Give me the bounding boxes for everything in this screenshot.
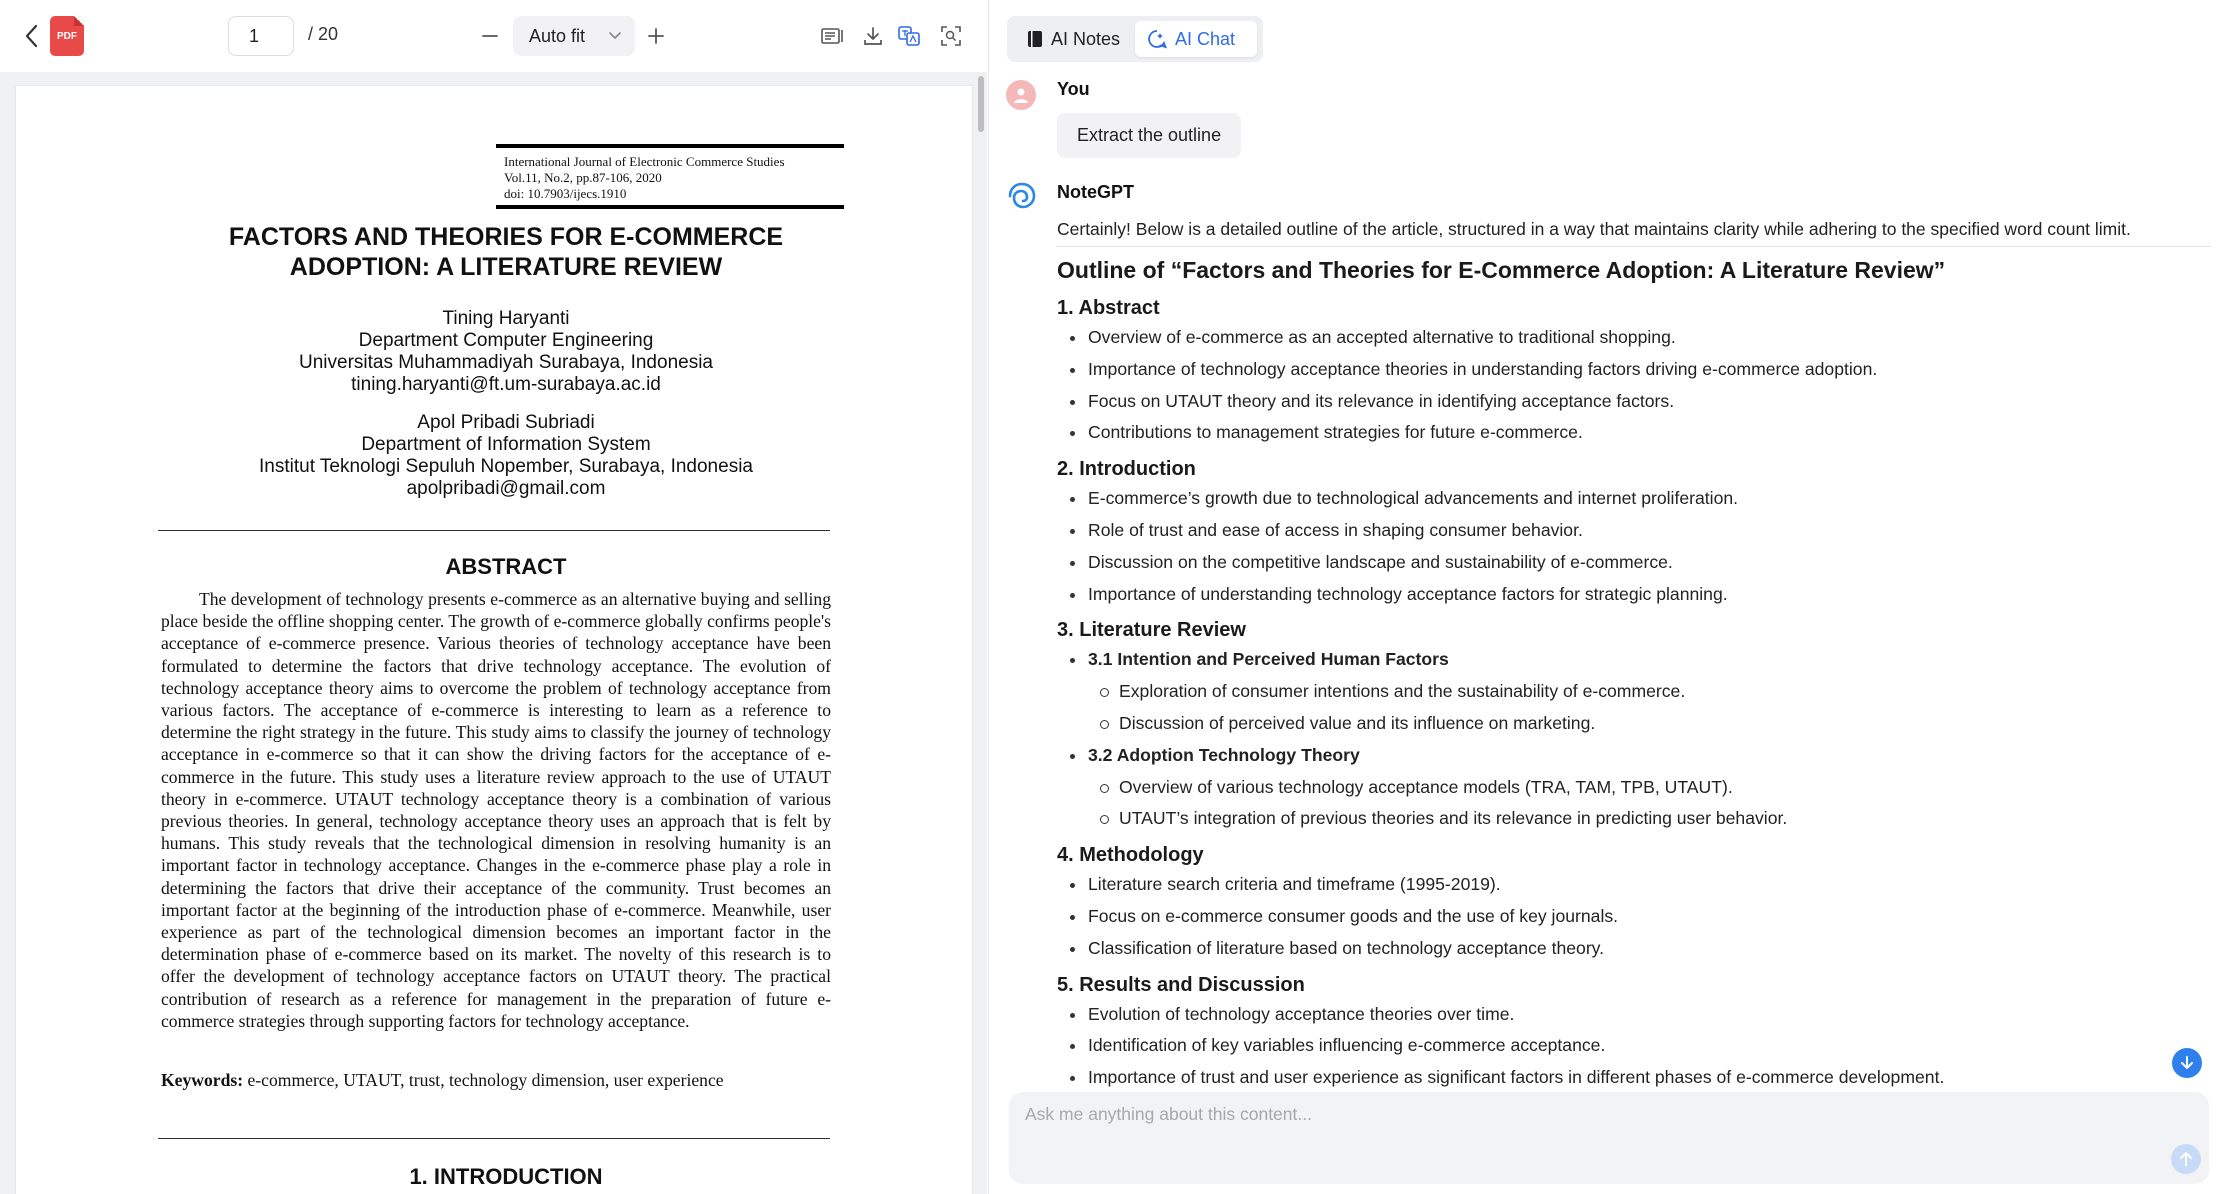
minus-icon [481, 27, 499, 45]
list-item: Identification of key variables influencing e-commerce acceptance. [1057, 1030, 2197, 1062]
page-total: / 20 [308, 24, 339, 44]
author-dept: Department Computer Engineering [358, 330, 654, 351]
ai-panel [988, 0, 2221, 1194]
abstract-body: The development of technology presents e-commerce as an alternative buying and selling place beside the offline shopping center. The growth of e-commerce globally confirms people's acceptance of e-commerce presence. Various theories of technology acceptance have been formulated to determine the factors that drive technology acceptance. The evolution of technology acceptance theory aims to overcome the problem of technology acceptance from various factors. The acceptance of e-commerce is interesting to learn as a reference to determine the right strategy in the future. This study aims to classify the journey of technology acceptance in e-commerce so that it can show the driving factors for the acceptance of e-commerce in the future. This study uses a literature review approach to the use of UTAUT theory in e-commerce. UTAUT technology acceptance theory is a combination of various previous theories. In general, technology acceptance theory uses an approach that is felt by humans. This study reveals that the technological dimension in resolving humanity is an important factor in technology acceptance. Changes in the e-commerce phase play a role in determining the factors that drive their acceptance of the community. Trust becomes an important factor at the beginning of the introduction phase of e-commerce. Meanwhile, user experience as part of the technological dimension becomes an important factor in the determination phase of e-commerce based on its market. The novelty of this research is to offer the development of technology acceptance factors on UTAUT theory. The practical contribution of research as a reference for management in the preparation of future e-commerce strategies through supporting factors for technology acceptance. [161, 589, 831, 1031]
author-inst: Institut Teknologi Sepuluh Nopember, Surabaya, Indonesia [259, 456, 753, 477]
paper-title [156, 222, 856, 282]
tab-label: AI Chat [1175, 28, 1236, 49]
pdf-file-icon [50, 16, 84, 56]
divider [158, 1138, 830, 1139]
user-message: Extract the outline [1057, 113, 1241, 158]
subsection-heading: 3.1 Intention and Perceived Human Factors [1057, 644, 2197, 676]
list-item: Role of trust and ease of access in shaping consumer behavior. [1057, 515, 2197, 547]
arrow-up-icon [2179, 1151, 2193, 1167]
author-name: Apol Pribadi Subriadi [417, 412, 595, 433]
list-item: Classification of literature based on technology acceptance theory. [1057, 933, 2197, 965]
list-item: E-commerce’s growth due to technological advancements and internet proliferation. [1057, 483, 2197, 515]
pdf-badge-label: PDF [57, 30, 77, 42]
author-dept: Department of Information System [361, 434, 651, 455]
user-icon [1012, 86, 1030, 104]
journal-line: Vol.11, No.2, pp.87-106, 2020 [504, 170, 662, 185]
chevron-down-icon [607, 27, 623, 43]
divider [158, 530, 830, 531]
tab-ai-notes[interactable] [1013, 21, 1133, 57]
list-item: Focus on e-commerce consumer goods and the use of key journals. [1057, 901, 2197, 933]
notebook-icon [1027, 30, 1043, 48]
sub-bullet-list [1057, 676, 2197, 740]
outline-content[interactable] [1057, 250, 2197, 1090]
author-email: tining.haryanti@ft.um-surabaya.ac.id [351, 374, 661, 395]
notegpt-logo-icon [1006, 180, 1038, 212]
reader-icon [820, 25, 846, 47]
zoom-value: Auto fit [529, 25, 586, 46]
author-name: Tining Haryanti [442, 308, 570, 329]
pdf-toolbar [0, 0, 987, 72]
page-number-input[interactable] [228, 16, 294, 56]
user-avatar [1006, 80, 1036, 110]
chevron-left-icon [24, 23, 40, 49]
zoom-select[interactable] [513, 16, 635, 56]
scroll-to-bottom-button[interactable] [2172, 1048, 2202, 1078]
back-button[interactable] [18, 20, 46, 52]
bot-name: NoteGPT [1057, 182, 1135, 202]
section-heading: 3. Literature Review [1057, 619, 1246, 642]
bullet-list [1057, 483, 2197, 610]
list-item: Importance of understanding technology acceptance factors for strategic planning. [1057, 579, 2197, 611]
introduction-heading: 1. INTRODUCTION [409, 1164, 603, 1189]
author-block-1 [156, 308, 856, 396]
list-item: Overview of various technology acceptance models (TRA, TAM, TPB, UTAUT). [1057, 772, 2197, 804]
list-item: Exploration of consumer intentions and the sustainability of e-commerce. [1057, 676, 2197, 708]
section-heading: 4. Methodology [1057, 844, 1204, 867]
author-inst: Universitas Muhammadiyah Surabaya, Indonesia [299, 352, 713, 373]
section-heading: 1. Abstract [1057, 297, 1160, 319]
translate-button[interactable] [894, 20, 924, 52]
plus-icon [647, 27, 665, 45]
list-item: UTAUT’s integration of previous theories and its relevance in predicting user behavior. [1057, 803, 2197, 835]
reader-mode-button[interactable] [818, 20, 848, 52]
scan-icon [940, 25, 962, 47]
subsection-heading: 3.2 Adoption Technology Theory [1057, 740, 2197, 772]
author-email: apolpribadi@gmail.com [406, 478, 606, 499]
paper-title-line: FACTORS AND THEORIES FOR E-COMMERCE [228, 223, 784, 251]
list-item: Importance of trust and user experience as significant factors in different phases of e-commerce development. [1057, 1062, 2197, 1090]
send-button[interactable] [2171, 1144, 2201, 1174]
bullet-list [1057, 740, 2197, 772]
zoom-in-button[interactable] [642, 20, 670, 52]
list-item: Evolution of technology acceptance theories over time. [1057, 999, 2197, 1031]
user-name: You [1057, 79, 1090, 99]
tab-ai-chat[interactable] [1135, 21, 1257, 57]
divider [1057, 246, 2211, 247]
tab-label: AI Notes [1051, 28, 1121, 49]
list-item: Contributions to management strategies for future e-commerce. [1057, 417, 2197, 449]
chat-input-container [1009, 1092, 2209, 1184]
document-scroll-area[interactable] [0, 72, 987, 1194]
list-item: Discussion on the competitive landscape and sustainability of e-commerce. [1057, 547, 2197, 579]
list-item: Literature search criteria and timeframe (1995-2019). [1057, 869, 2197, 901]
ai-tab-group [1007, 16, 1263, 62]
abstract-heading: ABSTRACT [445, 554, 567, 579]
outline-title: Outline of “Factors and Theories for E-Commerce Adoption: A Literature Review” [1057, 257, 1946, 283]
download-button[interactable] [858, 20, 888, 52]
bot-intro: Certainly! Below is a detailed outline of the article, structured in a way that maintains clarity while adhering to the specified word count limit. [1057, 219, 2131, 239]
list-item: Discussion of perceived value and its influence on marketing. [1057, 708, 2197, 740]
scrollbar-thumb[interactable] [978, 76, 984, 132]
journal-line: doi: 10.7903/ijecs.1910 [504, 186, 627, 201]
author-block-2 [156, 412, 856, 500]
bullet-list [1057, 869, 2197, 964]
arrow-down-icon [2179, 1055, 2195, 1071]
keywords-text: e-commerce, UTAUT, trust, technology dimension, user experience [247, 1070, 724, 1090]
translate-icon [897, 24, 921, 48]
paper-title-line: ADOPTION: A LITERATURE REVIEW [289, 253, 723, 281]
chat-icon [1147, 29, 1167, 49]
section-heading: 5. Results and Discussion [1057, 973, 1305, 996]
journal-info-box [496, 144, 844, 209]
section-heading: 2. Introduction [1057, 458, 1196, 481]
download-icon [862, 25, 884, 47]
keywords-label: Keywords: [161, 1070, 244, 1090]
journal-line: International Journal of Electronic Commerce Studies [504, 154, 785, 169]
scan-button[interactable] [936, 20, 966, 52]
chat-input[interactable] [1009, 1092, 2149, 1184]
list-item: Focus on UTAUT theory and its relevance in identifying acceptance factors. [1057, 386, 2197, 418]
zoom-out-button[interactable] [476, 20, 504, 52]
pdf-viewer-pane [0, 0, 987, 1194]
list-item: Importance of technology acceptance theories in understanding factors driving e-commerce adoption. [1057, 354, 2197, 386]
pdf-page [16, 86, 972, 1194]
bullet-list [1057, 644, 2197, 676]
bullet-list [1057, 322, 2197, 449]
list-item: Overview of e-commerce as an accepted alternative to traditional shopping. [1057, 322, 2197, 354]
sub-bullet-list [1057, 772, 2197, 836]
bullet-list [1057, 999, 2197, 1090]
keywords [161, 1070, 831, 1091]
